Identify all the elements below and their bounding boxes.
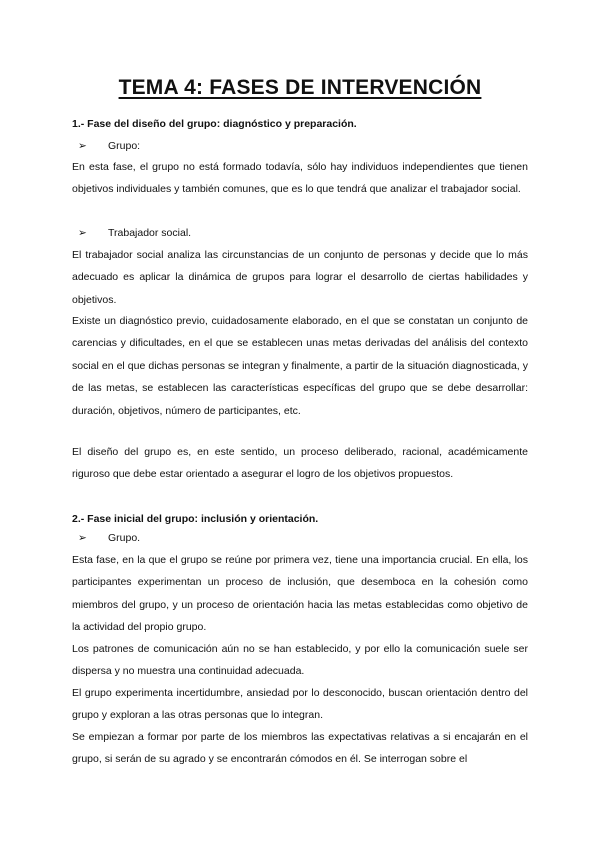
arrow-bullet-icon: ➢ [78,227,87,239]
section-1-trabajador-paragraph-1: El trabajador social analiza las circunstancias de un conjunto de personas y decide que lo más adecuado es aplicar la dinámica de grupos para lograr el desarrollo de ciertas habilidades y objetivos. [72,249,528,306]
section-1-grupo-paragraph: En esta fase, el grupo no está formado todavía, sólo hay individuos independientes que tienen objetivos individuales y también comunes, que es lo que tendrá que analizar el trabajador social. [72,161,528,196]
bullet-label: Grupo: [108,140,141,152]
bullet-label: Grupo. [108,532,141,544]
section-1-bullet-trabajador [78,227,191,239]
section-2-paragraph-1: Esta fase, en la que el grupo se reúne por primera vez, tiene una importancia crucial. En ella, los participantes experimentan un proceso de inclusión, que desemboca en la cohesión como miembros del grupo, y un proceso de orientación hacia las metas establecidas como objetivo de la actividad del propio grupo. [72,554,528,634]
section-2-paragraph-2: Los patrones de comunicación aún no se han establecido, y por ello la comunicación suele ser dispersa y no muestra una continuidad adecuada. [72,643,528,678]
section-1-bullet-grupo [78,140,140,152]
section-1-trabajador-paragraph-2: Existe un diagnóstico previo, cuidadosamente elaborado, en el que se constatan un conjunto de carencias y dificultades, en el que se establecen unas metas derivadas del análisis del contexto social en el que dichas personas se integran y finalmente, a partir de la situación diagnosticada, y de las metas, se establecen las características específicas del grupo que se debe desarrollar: duración, objetivos, número de participantes, etc. [72,315,528,417]
arrow-bullet-icon: ➢ [78,140,87,152]
section-2-paragraph-4: Se empiezan a formar por parte de los miembros las expectativas relativas a si encajarán en el grupo, si serán de su agrado y se encontrarán cómodos en él. Se interrogan sobre el [72,731,528,766]
arrow-bullet-icon: ➢ [78,532,87,544]
section-2-bullet-grupo [78,532,140,544]
page-title: TEMA 4: FASES DE INTERVENCIÓN [118,76,482,99]
section-2-heading: 2.- Fase inicial del grupo: inclusión y orientación. [72,513,319,525]
bullet-label: Trabajador social. [108,227,192,239]
section-1-diseno-paragraph: El diseño del grupo es, en este sentido, un proceso deliberado, racional, académicamente riguroso que debe estar orientado a asegurar el logro de los objetivos propuestos. [72,446,528,481]
section-1-heading: 1.- Fase del diseño del grupo: diagnóstico y preparación. [72,118,357,130]
section-2-paragraph-3: El grupo experimenta incertidumbre, ansiedad por lo desconocido, buscan orientación dentro del grupo y exploran a las otras personas que lo integran. [72,687,528,722]
